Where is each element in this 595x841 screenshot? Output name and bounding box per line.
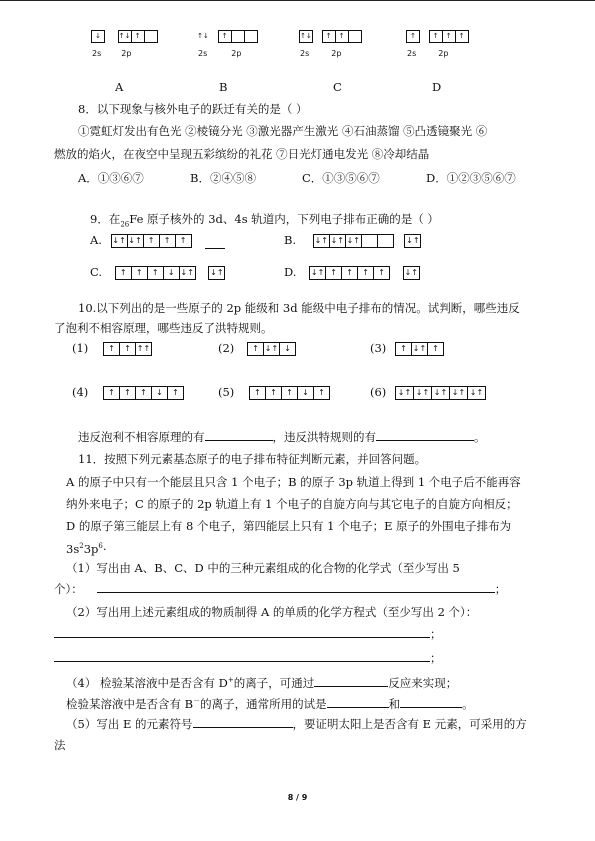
q10-item-3: (3) ↑ ↓↑ ↑ bbox=[370, 341, 444, 356]
orbital-box: ↑↓ bbox=[197, 31, 209, 40]
q9-option-a: A. ↓↑ ↓↑ ↑ ↑ ↑ bbox=[90, 233, 225, 249]
answer-blank[interactable] bbox=[97, 581, 495, 593]
q10-item-5: (5) ↑ ↑ ↑ ↓ ↑ bbox=[218, 385, 330, 400]
q10-item-1: (1) ↑ ↑ ↑↑ bbox=[72, 341, 151, 355]
q11-part2-blank-1: ； bbox=[54, 626, 442, 642]
q10-answer-line: 违反泡利不相容原理的有 ，违反洪特规则的有 。 bbox=[78, 430, 486, 444]
orbital-box: ↑ ↑ bbox=[323, 30, 362, 43]
q8-choice-d: D．①②③⑤⑥⑦ bbox=[426, 171, 516, 185]
q11-part1-b: 个）： ； bbox=[54, 582, 507, 596]
q7-option-a-diagram: ↓ ↑↓ ↑ 2s 2p bbox=[92, 28, 158, 59]
answer-blank[interactable] bbox=[193, 716, 293, 728]
q7-label-d: D bbox=[432, 80, 442, 94]
q10-item-2: (2) ↑ ↓↑ ↓ bbox=[218, 341, 296, 356]
orbital-box: ↑↓ ↑ bbox=[119, 30, 158, 43]
orbital-box: ↑↓ bbox=[300, 30, 313, 43]
orbital-3d: ↑ ↑ ↑ ↓ ↓↑ bbox=[116, 266, 196, 280]
q11-part5: （5）写出 E 的元素符号 ，要证明太阳上是否含有 E 元素，可采用的方 bbox=[66, 717, 527, 731]
q9-stem: 9．在$_{26}$Fe 原子核外的 3d、4s 轨道内，下列电子排布正确的是（ ） bbox=[90, 212, 439, 229]
q8-items-2: 燃放的焰火，在夜空中呈现五彩缤纷的礼花 ⑦日光灯通电发光 ⑧冷却结晶 bbox=[54, 147, 430, 161]
q7-label-b: B bbox=[219, 80, 228, 94]
orbital-4s-empty bbox=[205, 234, 225, 249]
q7-label-c: C bbox=[333, 80, 342, 94]
answer-blank[interactable] bbox=[54, 626, 430, 638]
q11-desc-3: D 的原子第三能层上有 8 个电子，第四能层上只有 1 个电子；E 原子的外围电子排布为 bbox=[66, 519, 512, 533]
orbital-box: ↑ ↑ ↑ bbox=[430, 30, 469, 43]
q8-choice-a: A．①③⑥⑦ bbox=[78, 171, 144, 185]
q11-part4-a: （4） 检验某溶液中是否含有 D+的离子，可通过 反应来实现； bbox=[66, 675, 458, 690]
q10-item-4: (4) ↑ ↑ ↑ ↓ ↑ bbox=[72, 385, 184, 400]
q10-stem-1: 10.以下列出的是一些原子的 2p 能级和 3d 能级中电子排布的情况。试判断，哪些违反 bbox=[78, 301, 520, 315]
orbital-box: ↑ bbox=[219, 30, 258, 43]
page-top-rule bbox=[0, 0, 595, 1]
q7-option-b-diagram: ↑↓ ↑ 2s 2p bbox=[198, 28, 258, 59]
q9-option-b: B. ↓↑ ↓↑ ↓↑ ↓↑ bbox=[284, 233, 420, 247]
answer-blank[interactable] bbox=[376, 429, 474, 441]
q11-part1-a: （1）写出由 A、B、C、D 中的三种元素组成的化合物的化学式（至少写出 5 bbox=[66, 561, 460, 575]
q11-desc-4: $3s^23p^6\cdot$ bbox=[66, 541, 107, 556]
answer-blank[interactable] bbox=[205, 429, 273, 441]
q9-option-c: C. ↑ ↑ ↑ ↓ ↓↑ ↓↑ bbox=[90, 265, 224, 279]
q9-option-d: D. ↓↑ ↑ ↑ ↑ ↑ ↓↑ bbox=[284, 265, 418, 279]
orbital-4s: ↓↑ bbox=[405, 234, 421, 248]
q11-part4-b: 检验某溶液中是否含有 B－的离子，通常所用的试是 和 。 bbox=[66, 696, 474, 711]
orbital-3d: ↓↑ ↑ ↑ ↑ ↑ bbox=[310, 266, 390, 280]
q8-items-1: ①霓虹灯发出有色光 ②棱镜分光 ③激光器产生激光 ④石油蒸馏 ⑤凸透镜聚光 ⑥ bbox=[78, 124, 488, 138]
q11-part5-end: 法 bbox=[54, 738, 66, 752]
q11-stem: 11．按照下列元素基态原子的电子排布特征判断元素，并回答问题。 bbox=[78, 452, 427, 466]
q7-option-d-diagram: ↑ ↑ ↑ ↑ 2s 2p bbox=[407, 28, 469, 59]
orbital-4s: ↓↑ bbox=[404, 266, 420, 280]
answer-blank[interactable] bbox=[327, 696, 389, 708]
q7-label-a: A bbox=[115, 80, 124, 94]
orbital-3d: ↓↑ ↓↑ ↑ ↑ ↑ bbox=[112, 234, 192, 248]
q11-part2: （2）写出用上述元素组成的物质制得 A 的单质的化学方程式（至少写出 2 个）： bbox=[66, 605, 478, 619]
q10-item-6: (6) ↓↑ ↓↑ ↓↑ ↓↑ ↓↑ bbox=[370, 385, 486, 400]
q7-option-c-diagram: ↑↓ ↑ ↑ 2s 2p bbox=[300, 28, 362, 59]
answer-blank[interactable] bbox=[400, 696, 462, 708]
q11-desc-1: A 的原子中只有一个能层且只含 1 个电子；B 的原子 3p 轨道上得到 1 个电子后不能再容 bbox=[66, 475, 521, 489]
q10-stem-2: 了泡利不相容原理，哪些违反了洪特规则。 bbox=[54, 321, 273, 335]
page-number: 8 / 9 bbox=[287, 793, 308, 802]
q8-stem: 8．以下现象与核外电子的跃迁有关的是（ ） bbox=[78, 102, 308, 116]
q11-part2-blank-2: ； bbox=[54, 650, 442, 666]
q11-desc-2: 纳外来电子；C 的原子的 2p 轨道上有 1 个电子的自旋方向与其它电子的自旋方向相反； bbox=[66, 497, 518, 511]
answer-blank[interactable] bbox=[54, 650, 430, 662]
orbital-4s: ↓↑ bbox=[209, 266, 225, 280]
q8-choice-b: B．②④⑤⑧ bbox=[190, 171, 256, 185]
q8-choice-c: C．①③⑤⑥⑦ bbox=[302, 171, 380, 185]
orbital-3d: ↓↑ ↓↑ ↓↑ bbox=[314, 234, 394, 248]
answer-blank[interactable] bbox=[314, 675, 388, 687]
orbital-box: ↓ bbox=[92, 30, 105, 43]
orbital-box: ↑ bbox=[407, 30, 420, 43]
